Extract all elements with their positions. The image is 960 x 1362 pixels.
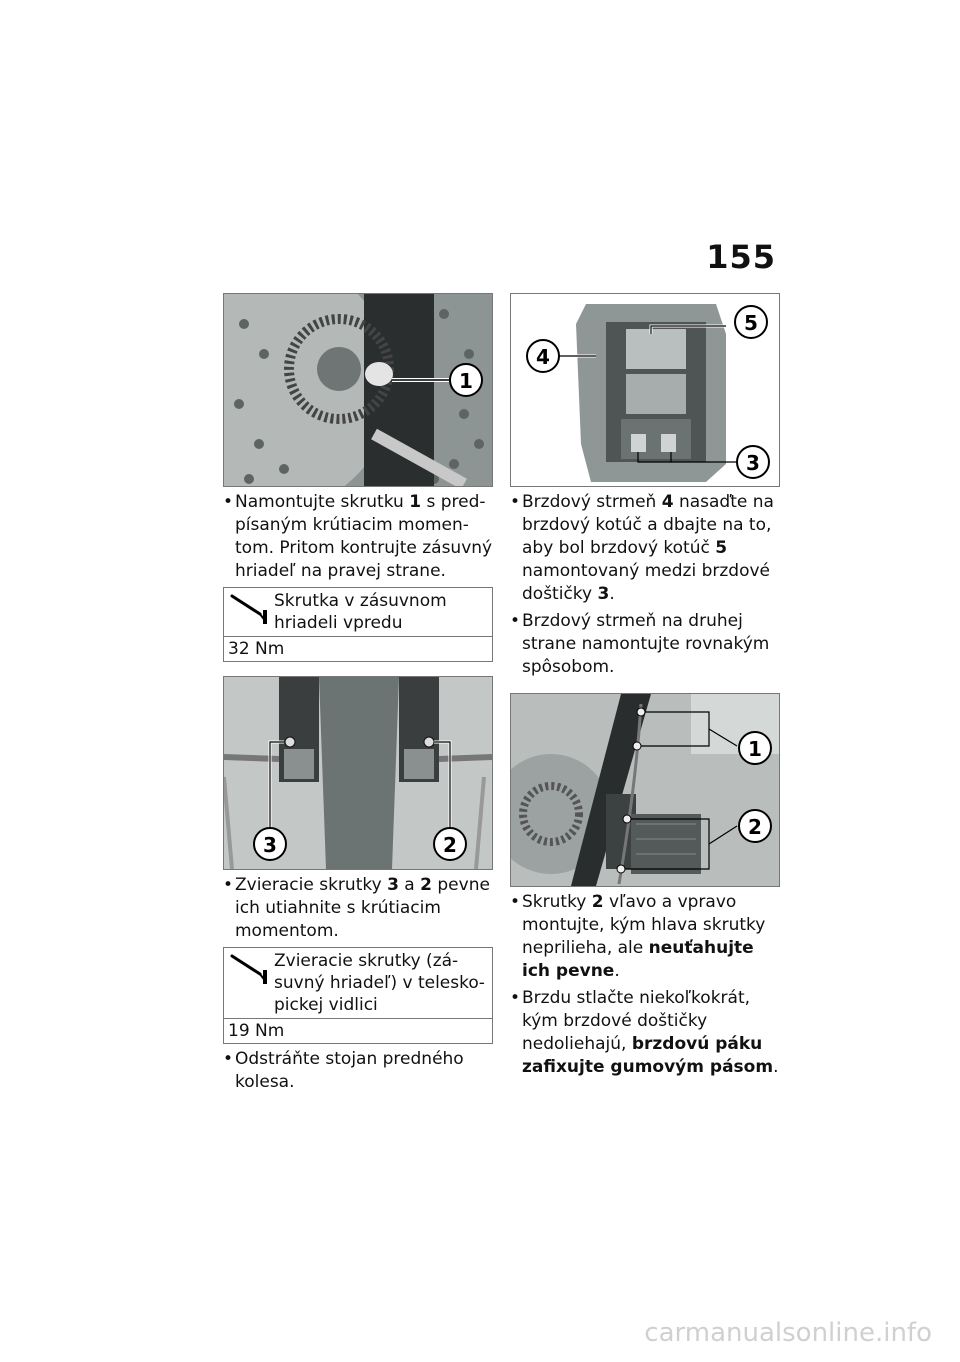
spec-label: Zvieracie skrutky (zásuvný hriadeľ) v teleskopickej vidlici <box>274 951 485 1015</box>
instruction-caliper-bolts: • Skrutky 2 vľavo a vpravo montujte, kým hlava skrutky neprilieha, ale neuťahujte ich pevne. <box>510 891 780 983</box>
callout-2: 2 <box>443 833 457 857</box>
callout-1: 1 <box>748 737 762 761</box>
callout-4: 4 <box>536 345 550 369</box>
instruction-remove-stand: • Odstráňte stojan predného kolesa. <box>223 1048 493 1094</box>
figure-caliper-bolts <box>510 693 780 887</box>
figure-axle-bolt <box>223 293 493 487</box>
spec-value: 32 Nm <box>224 636 492 661</box>
callout-3: 3 <box>746 451 760 475</box>
instruction-mount-bolt: • Namontujte skrutku 1 s predpísaným krútiacim momentom. Pritom kontrujte zásuvný hriadeľ na pravej strane. <box>223 491 493 583</box>
instruction-other-caliper: • Brzdový strmeň na druhej strane namontujte rovnakým spôsobom. <box>510 610 780 679</box>
callout-3: 3 <box>263 833 277 857</box>
figure-brake-caliper <box>510 293 780 487</box>
left-column <box>223 293 493 1094</box>
spec-label: Skrutka v zásuvnom hriadeli vpredu <box>274 591 447 633</box>
right-column <box>510 293 780 1079</box>
instruction-brake-lever: • Brzdu stlačte niekoľkokrát, kým brzdové doštičky nedoliehajú, brzdovú páku zafixujte gumovým pásom. <box>510 987 780 1079</box>
page-number: 155 <box>706 238 776 276</box>
watermark: carmanualsonline.info <box>644 1318 932 1348</box>
torque-spec-clamp-bolts <box>223 947 493 1044</box>
callout-2: 2 <box>748 815 762 839</box>
instruction-clamp-bolts: • Zvieracie skrutky 3 a 2 pevne ich utiahnite s krútiacim momentom. <box>223 874 493 943</box>
spec-value: 19 Nm <box>224 1018 492 1043</box>
torque-wrench-icon <box>230 592 270 626</box>
torque-wrench-icon <box>230 952 270 986</box>
figure-fork-clamp-bolts <box>223 676 493 870</box>
instruction-fit-caliper: • Brzdový strmeň 4 nasaďte na brzdový kotúč a dbajte na to, aby bol brzdový kotúč 5 namontovaný medzi brzdové doštičky 3. <box>510 491 780 606</box>
callout-5: 5 <box>744 311 758 335</box>
torque-spec-axle-bolt <box>223 587 493 662</box>
callout-1: 1 <box>459 369 473 393</box>
